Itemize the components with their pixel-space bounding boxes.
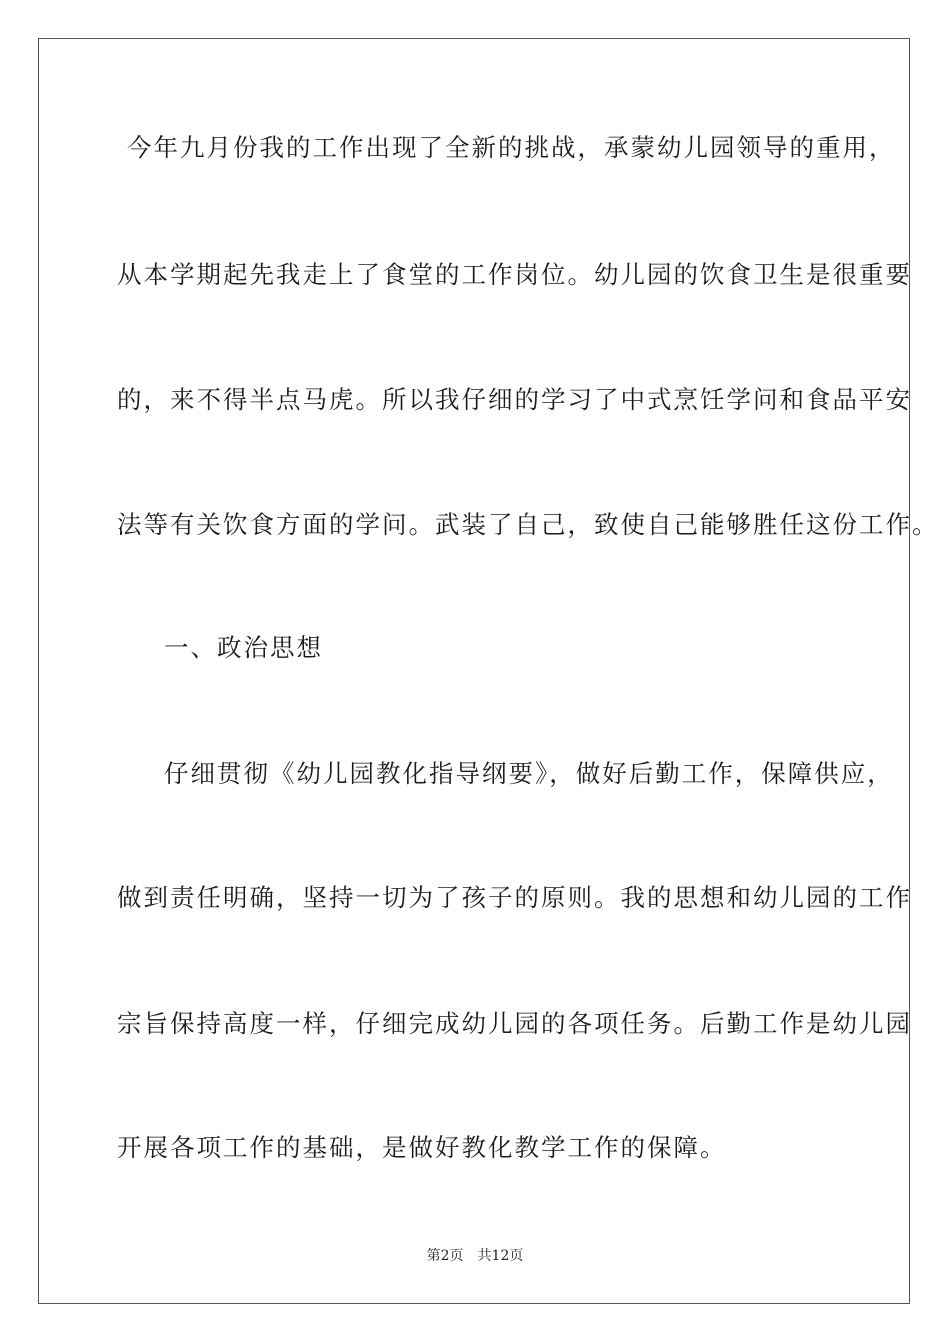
paragraph-line-8: 宗旨保持高度一样，仔细完成幼儿园的各项任务。后勤工作是幼儿园 <box>117 1009 912 1038</box>
section-heading: 一、政治思想 <box>164 633 323 662</box>
paragraph-line-7: 做到责任明确，坚持一切为了孩子的原则。我的思想和幼儿园的工作 <box>117 883 912 912</box>
paragraph-line-4: 法等有关饮食方面的学问。武装了自己，致使自己能够胜任这份工作。 <box>117 510 939 539</box>
paragraph-line-1: 今年九月份我的工作出现了全新的挑战，承蒙幼儿园领导的重用， <box>127 133 896 162</box>
page-border <box>38 38 939 1304</box>
page-number: 第2页 共12页 <box>426 1248 524 1264</box>
paragraph-line-3: 的，来不得半点马虎。所以我仔细的学习了中式烹饪学问和食品平安 <box>117 385 912 414</box>
paragraph-line-2: 从本学期起先我走上了食堂的工作岗位。幼儿园的饮食卫生是很重要 <box>117 260 912 289</box>
paragraph-line-6: 仔细贯彻《幼儿园教化指导纲要》，做好后勤工作，保障供应， <box>164 759 894 788</box>
paragraph-line-9: 开展各项工作的基础，是做好教化教学工作的保障。 <box>117 1133 727 1162</box>
